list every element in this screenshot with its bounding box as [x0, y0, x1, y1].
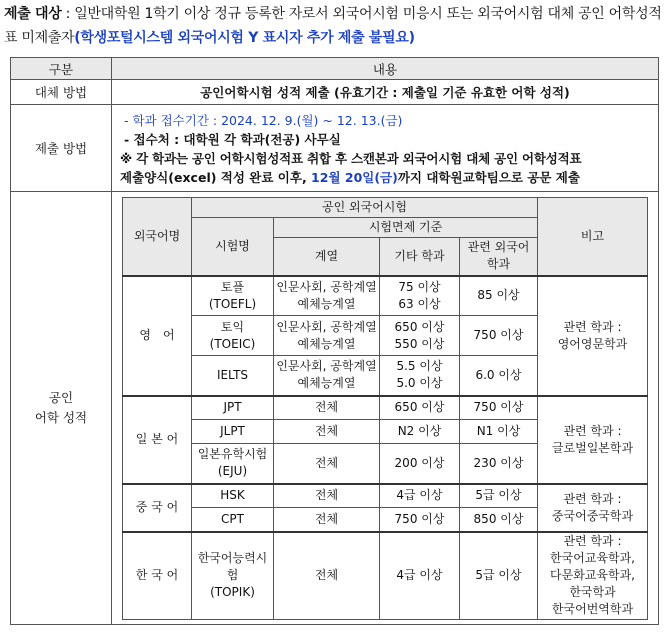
table-row: JLPT 전체 N2 이상 N1 이상 [123, 420, 648, 444]
header-content: 내용 [112, 58, 659, 80]
col-field: 계열 [274, 238, 380, 276]
note-chinese: 관련 학과 : 중국어중국학과 [538, 484, 648, 532]
submit-period: - 학과 접수기간 : 2024. 12. 9.(월) ~ 12. 13.(금) [124, 113, 403, 128]
intro-text: : 일반대학원 1학기 이상 정규 등록한 자로서 외국어시험 미응시 또는 외국어시험 대체 공인 어학성적표 미제출자 [4, 6, 662, 46]
lang-chinese: 중 국 어 [123, 484, 192, 532]
note-english: 관련 학과 : 영어영문학과 [538, 276, 648, 396]
intro-paragraph [4, 2, 662, 50]
lang-korean: 한 국 어 [123, 532, 192, 620]
col-language: 외국어명 [123, 198, 192, 276]
table-row: 일 본 어 JPT 전체 650 이상 750 이상 관련 학과 : 글로벌일본학과 [123, 396, 648, 420]
submit-note-line2: 제출양식(excel) 적성 완료 이후, 12월 20일(금)까지 대학원교학팀으로 공문 제출 [120, 170, 580, 185]
col-official-exam: 공인 외국어시험 [192, 198, 538, 218]
col-related-dept: 관련 외국어 학과 [460, 238, 538, 276]
col-other-dept: 기타 학과 [380, 238, 460, 276]
submit-method-content [112, 105, 659, 192]
intro-note: (학생포털시스템 외국어시험 Y 표시자 추가 제출 불필요) [74, 30, 415, 46]
alt-method-label: 대체 방법 [11, 80, 112, 105]
table-row: CPT 전체 750 이상 850 이상 [123, 508, 648, 532]
col-note: 비고 [538, 198, 648, 276]
table-row: IELTS 인문사회, 공학계열 예체능계열 5.5 이상 5.0 이상 6.0 이상 [123, 356, 648, 396]
lang-japanese: 일 본 어 [123, 396, 192, 484]
alt-method-value: 공인어학시험 성적 제출 (유효기간 : 제출일 기준 유효한 어학 성적) [112, 80, 659, 105]
col-exempt-criteria: 시험면제 기준 [274, 218, 538, 238]
score-label: 공인 어학 성적 [11, 192, 112, 625]
intro-label: 제출 대상 [4, 6, 62, 22]
table-row: 일본유학시험 (EJU) 전체 200 이상 230 이상 [123, 444, 648, 484]
main-table [10, 57, 659, 625]
table-row: 토익 (TOEIC) 인문사회, 공학계열 예체능계열 650 이상 550 이상 750 이상 [123, 316, 648, 356]
submit-note-line1: ※ 각 학과는 공인 어학시험성적표 취합 후 스캔본과 외국어시험 대체 공인 어학성적표 [120, 151, 582, 166]
note-japanese: 관련 학과 : 글로벌일본학과 [538, 396, 648, 484]
col-exam-name: 시험명 [192, 218, 274, 276]
submit-deadline: 12월 20일(금) [311, 170, 398, 185]
exam-table [122, 197, 648, 620]
note-korean: 관련 학과 : 한국어교육학과, 다문화교육학과, 한국학과 한국어번역학과 [538, 532, 648, 620]
lang-english: 영 어 [123, 276, 192, 396]
submit-method-label: 제출 방법 [11, 105, 112, 192]
header-category: 구분 [11, 58, 112, 80]
table-row: 영 어 토플 (TOEFL) 인문사회, 공학계열 예체능계열 75 이상 63 이상 85 이상 관련 학과 : 영어영문학과 [123, 276, 648, 316]
table-row: 한 국 어 한국어능력시 험 (TOPIK) 전체 4급 이상 5급 이상 관련 학과 : 한국어교육학과, 다문화교육학과, 한국학과 한국어번역학과 [123, 532, 648, 620]
table-row: 중 국 어 HSK 전체 4급 이상 5급 이상 관련 학과 : 중국어중국학과 [123, 484, 648, 508]
submit-place: - 접수처 : 대학원 각 학과(전공) 사무실 [124, 132, 341, 147]
score-content [112, 192, 659, 625]
